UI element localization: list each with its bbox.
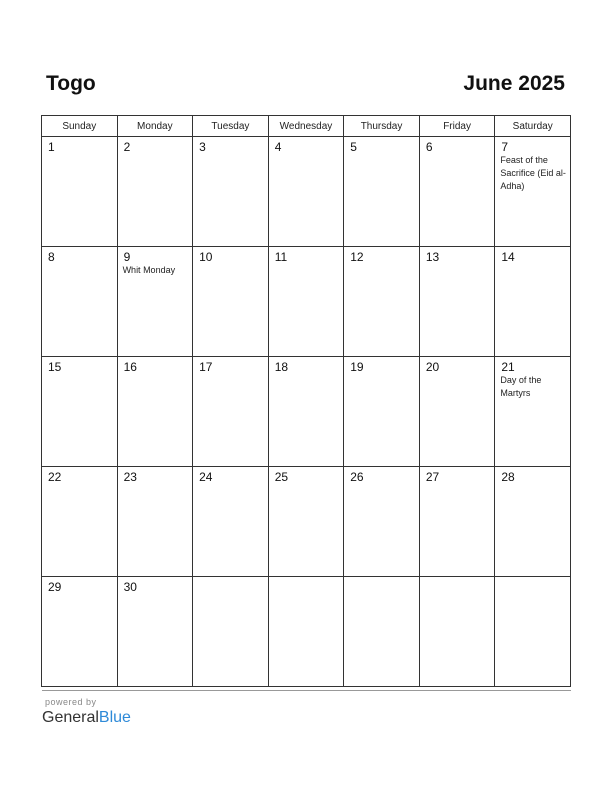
day-number: 25: [274, 470, 289, 484]
day-cell: [193, 577, 269, 687]
day-cell: [419, 577, 495, 687]
country-title: Togo: [46, 72, 96, 95]
day-number: 26: [350, 470, 364, 484]
day-cell: [495, 577, 571, 687]
day-cell: [193, 137, 269, 247]
week-row: [42, 247, 571, 357]
day-number: [269, 577, 344, 580]
day-number: 17: [199, 360, 213, 374]
weekday-monday: Monday: [117, 116, 193, 137]
weekday-sunday: Sunday: [42, 116, 118, 137]
day-cell: [344, 247, 420, 357]
day-cell: [344, 577, 420, 687]
generalblue-logo[interactable]: [42, 708, 131, 728]
weekday-tuesday: Tuesday: [193, 116, 269, 137]
day-cell: [419, 467, 495, 577]
day-number: 30: [123, 580, 137, 594]
day-cell: [117, 357, 193, 467]
day-number: [495, 577, 570, 580]
day-number: 24: [199, 470, 213, 484]
day-number: 16: [123, 360, 137, 374]
weekday-wednesday: Wednesday: [268, 116, 344, 137]
day-number: 2: [123, 140, 131, 154]
day-cell: [117, 577, 193, 687]
day-cell: [268, 357, 344, 467]
day-cell: [193, 357, 269, 467]
day-number: 15: [48, 360, 62, 374]
day-number: 14: [501, 250, 515, 264]
day-number: [344, 577, 419, 580]
day-cell: [42, 357, 118, 467]
day-cell: [42, 137, 118, 247]
day-number: 8: [48, 250, 55, 264]
day-cell: [42, 247, 118, 357]
day-cell: [495, 357, 571, 467]
day-number: 13: [425, 250, 440, 264]
weekday-thursday: Thursday: [344, 116, 420, 137]
calendar-grid: [41, 115, 571, 687]
day-cell: [117, 467, 193, 577]
week-row: [42, 357, 571, 467]
day-cell: [117, 247, 193, 357]
week-row: [42, 577, 571, 687]
day-number: 21: [501, 360, 515, 374]
day-cell: [495, 467, 571, 577]
day-cell: [344, 137, 420, 247]
day-number: 28: [501, 470, 515, 484]
day-number: 23: [123, 470, 137, 484]
powered-by-text: powered by: [45, 697, 97, 707]
week-row: [42, 137, 571, 247]
day-number: 3: [199, 140, 206, 154]
weekday-header-row: [42, 116, 571, 137]
day-number: 4: [274, 140, 282, 154]
day-cell: [344, 357, 420, 467]
day-number: [193, 577, 268, 580]
day-number: 22: [48, 470, 62, 484]
holiday-label: Day of the Martyrs: [500, 375, 542, 398]
day-cell: [419, 247, 495, 357]
day-cell: [419, 137, 495, 247]
week-row: [42, 467, 571, 577]
day-number: 12: [350, 250, 364, 264]
day-number: 19: [350, 360, 364, 374]
day-cell: [495, 247, 571, 357]
day-number: 27: [425, 470, 440, 484]
day-cell: [42, 467, 118, 577]
day-cell: [268, 467, 344, 577]
day-number: 20: [425, 360, 440, 374]
holiday-label: Whit Monday: [122, 265, 176, 275]
day-cell: [193, 247, 269, 357]
day-cell: [193, 467, 269, 577]
day-cell: [495, 137, 571, 247]
weekday-friday: Friday: [419, 116, 495, 137]
day-number: 10: [199, 250, 213, 264]
month-year-title: June 2025: [463, 72, 565, 95]
day-cell: [268, 577, 344, 687]
day-number: 11: [274, 250, 288, 264]
day-number: 5: [350, 140, 357, 154]
day-cell: [268, 247, 344, 357]
day-number: [420, 577, 495, 580]
holiday-label: Feast of the Sacrifice (Eid al-Adha): [500, 155, 566, 191]
day-number: 7: [501, 140, 509, 154]
weekday-saturday: Saturday: [495, 116, 571, 137]
day-number: 18: [274, 360, 289, 374]
day-cell: [117, 137, 193, 247]
brand-general: General: [42, 709, 99, 726]
day-number: 1: [48, 140, 55, 154]
day-number: 9: [123, 250, 131, 264]
day-cell: [344, 467, 420, 577]
footer-divider: [42, 690, 571, 691]
day-number: 6: [425, 140, 433, 154]
brand-blue: Blue: [98, 709, 131, 726]
day-cell: [42, 577, 118, 687]
day-cell: [419, 357, 495, 467]
day-cell: [268, 137, 344, 247]
day-number: 29: [48, 580, 62, 594]
